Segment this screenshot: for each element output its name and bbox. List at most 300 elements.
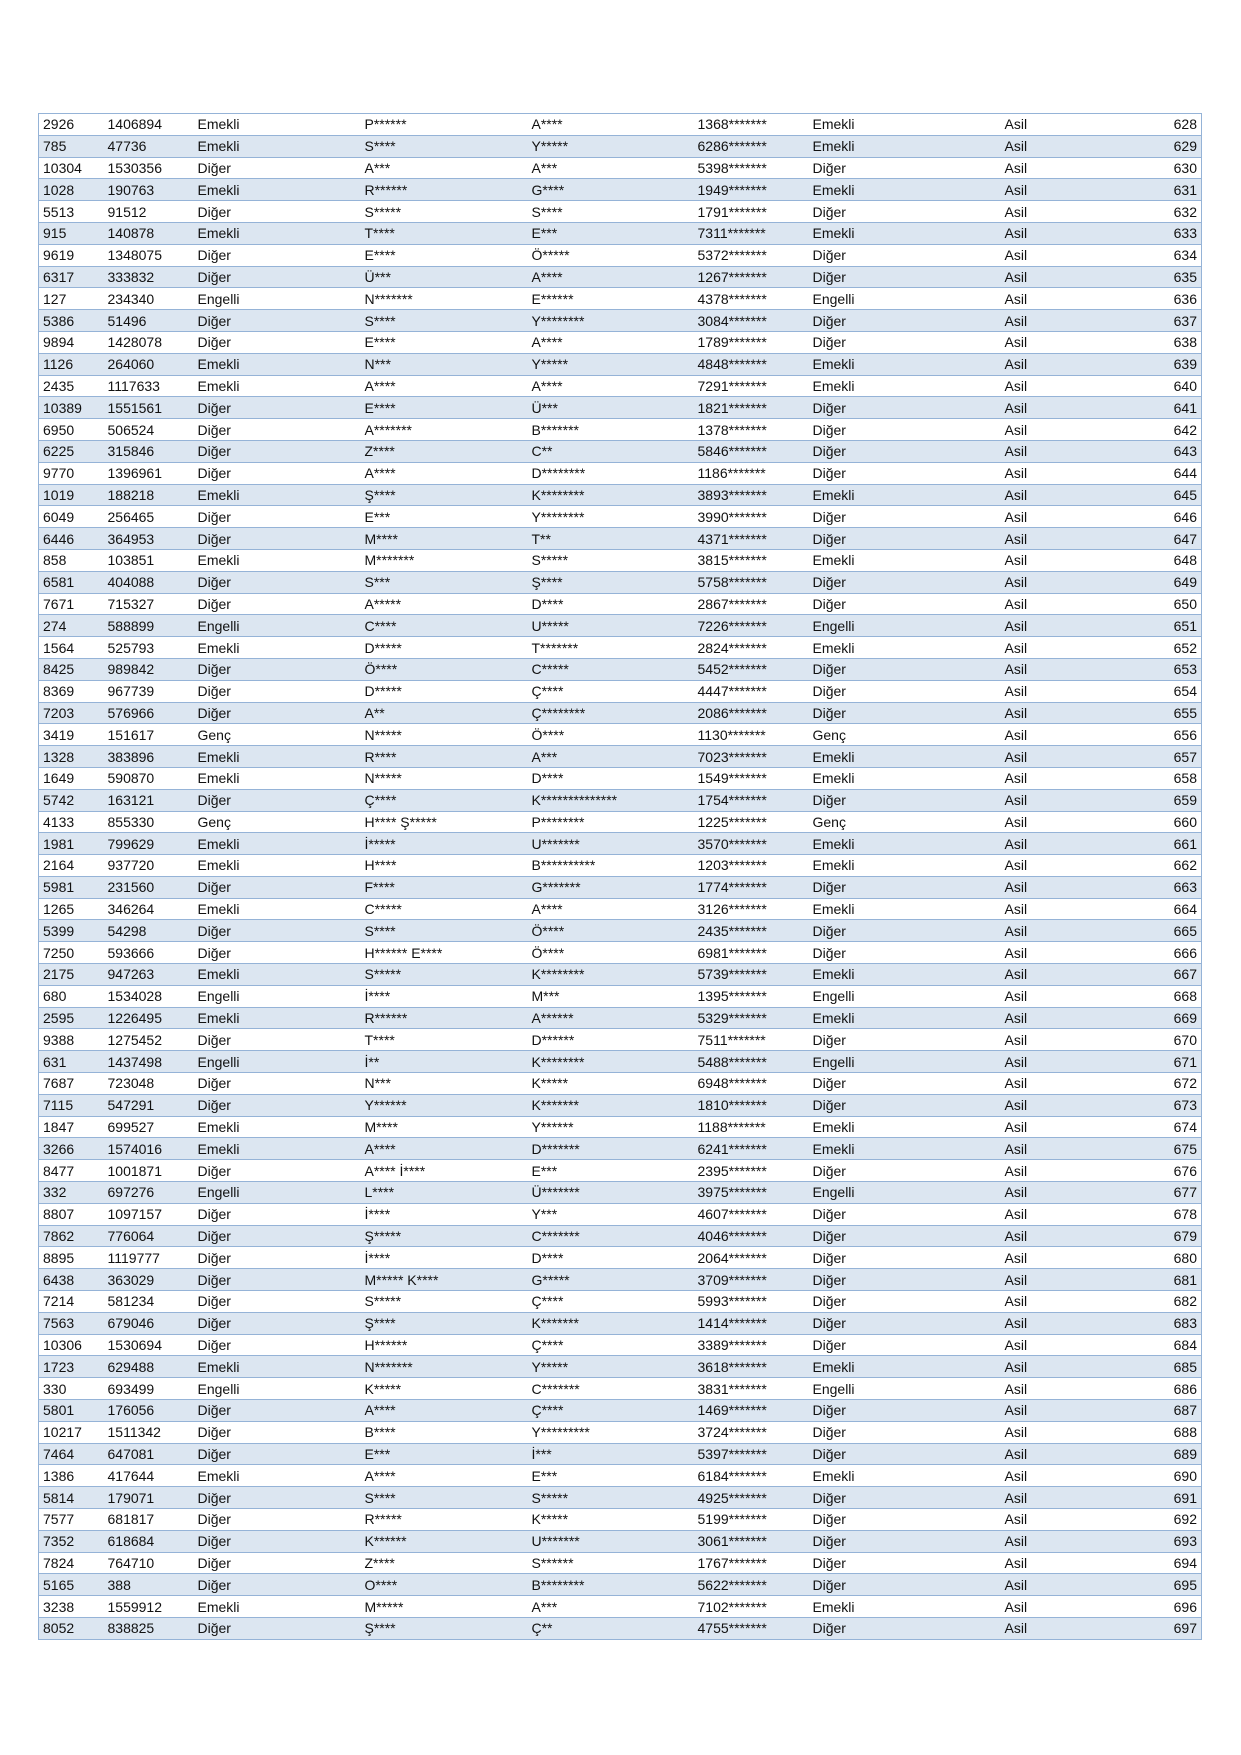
cell-tc: 1203*******: [694, 855, 809, 877]
cell-sira: 1723: [39, 1356, 104, 1378]
cell-sira: 1981: [39, 833, 104, 855]
cell-ad: M*****: [361, 1596, 528, 1618]
cell-ad: A****: [361, 462, 528, 484]
cell-tc: 3570*******: [694, 833, 809, 855]
cell-tc: 1791*******: [694, 201, 809, 223]
cell-basvuru-no: 417644: [104, 1465, 194, 1487]
table-row: [39, 702, 1202, 724]
cell-basvuru-no: 679046: [104, 1312, 194, 1334]
cell-kontenjan: Emekli: [809, 1138, 1001, 1160]
cell-sira: 7563: [39, 1312, 104, 1334]
cell-basvuru-no: 47736: [104, 135, 194, 157]
cell-ad: İ*****: [361, 833, 528, 855]
cell-tc: 7311*******: [694, 222, 809, 244]
cell-sira: 858: [39, 549, 104, 571]
cell-tc: 6948*******: [694, 1073, 809, 1095]
cell-ad: F****: [361, 876, 528, 898]
table-row: [39, 1291, 1202, 1313]
table-row: [39, 985, 1202, 1007]
cell-kategori: Diğer: [194, 658, 361, 680]
cell-kategori: Diğer: [194, 593, 361, 615]
cell-basvuru-no: 681817: [104, 1509, 194, 1531]
cell-kontenjan: Diğer: [809, 920, 1001, 942]
cell-soyad: E***: [528, 1160, 694, 1182]
cell-tc: 1754*******: [694, 789, 809, 811]
cell-basvuru-no: 1117633: [104, 375, 194, 397]
cell-durum: Asil: [1001, 1247, 1101, 1269]
table-row: [39, 964, 1202, 986]
cell-no: 695: [1101, 1574, 1202, 1596]
cell-soyad: K*****: [528, 1509, 694, 1531]
cell-sira: 332: [39, 1182, 104, 1204]
cell-sira: 680: [39, 985, 104, 1007]
cell-soyad: Y***: [528, 1203, 694, 1225]
cell-basvuru-no: 1275452: [104, 1029, 194, 1051]
cell-basvuru-no: 256465: [104, 506, 194, 528]
cell-soyad: D****: [528, 1247, 694, 1269]
cell-kontenjan: Diğer: [809, 1530, 1001, 1552]
cell-kontenjan: Engelli: [809, 288, 1001, 310]
cell-no: 640: [1101, 375, 1202, 397]
cell-no: 680: [1101, 1247, 1202, 1269]
cell-sira: 10217: [39, 1421, 104, 1443]
cell-no: 692: [1101, 1509, 1202, 1531]
cell-durum: Asil: [1001, 1334, 1101, 1356]
table-row: [39, 1421, 1202, 1443]
cell-soyad: C*******: [528, 1225, 694, 1247]
cell-soyad: E***: [528, 222, 694, 244]
cell-kategori: Emekli: [194, 549, 361, 571]
cell-basvuru-no: 54298: [104, 920, 194, 942]
cell-kontenjan: Engelli: [809, 1182, 1001, 1204]
cell-kategori: Emekli: [194, 637, 361, 659]
cell-basvuru-no: 383896: [104, 746, 194, 768]
cell-durum: Asil: [1001, 1182, 1101, 1204]
cell-basvuru-no: 179071: [104, 1487, 194, 1509]
cell-kontenjan: Genç: [809, 724, 1001, 746]
cell-soyad: K*****: [528, 1073, 694, 1095]
table-row: [39, 1116, 1202, 1138]
cell-tc: 4046*******: [694, 1225, 809, 1247]
cell-kategori: Diğer: [194, 1509, 361, 1531]
cell-no: 657: [1101, 746, 1202, 768]
cell-durum: Asil: [1001, 1596, 1101, 1618]
table-row: [39, 528, 1202, 550]
cell-kategori: Diğer: [194, 876, 361, 898]
cell-tc: 1225*******: [694, 811, 809, 833]
cell-sira: 3238: [39, 1596, 104, 1618]
cell-no: 697: [1101, 1617, 1202, 1639]
cell-kontenjan: Emekli: [809, 767, 1001, 789]
cell-basvuru-no: 855330: [104, 811, 194, 833]
cell-durum: Asil: [1001, 1443, 1101, 1465]
cell-tc: 5398*******: [694, 157, 809, 179]
cell-kategori: Diğer: [194, 462, 361, 484]
cell-tc: 5372*******: [694, 244, 809, 266]
cell-kontenjan: Diğer: [809, 702, 1001, 724]
cell-tc: 3893*******: [694, 484, 809, 506]
cell-ad: C****: [361, 615, 528, 637]
cell-sira: 7671: [39, 593, 104, 615]
cell-tc: 5739*******: [694, 964, 809, 986]
cell-ad: İ****: [361, 985, 528, 1007]
cell-no: 630: [1101, 157, 1202, 179]
cell-kontenjan: Diğer: [809, 157, 1001, 179]
cell-durum: Asil: [1001, 942, 1101, 964]
cell-kontenjan: Diğer: [809, 1029, 1001, 1051]
cell-ad: C*****: [361, 898, 528, 920]
cell-ad: D*****: [361, 637, 528, 659]
cell-soyad: A****: [528, 114, 694, 136]
cell-sira: 7862: [39, 1225, 104, 1247]
cell-basvuru-no: 1559912: [104, 1596, 194, 1618]
cell-kontenjan: Diğer: [809, 419, 1001, 441]
cell-ad: R****: [361, 746, 528, 768]
cell-soyad: A****: [528, 331, 694, 353]
cell-soyad: Ç****: [528, 1334, 694, 1356]
cell-soyad: C*******: [528, 1378, 694, 1400]
cell-tc: 2824*******: [694, 637, 809, 659]
cell-basvuru-no: 1348075: [104, 244, 194, 266]
cell-kategori: Emekli: [194, 135, 361, 157]
cell-no: 634: [1101, 244, 1202, 266]
cell-durum: Asil: [1001, 331, 1101, 353]
cell-no: 687: [1101, 1400, 1202, 1422]
cell-no: 666: [1101, 942, 1202, 964]
cell-sira: 631: [39, 1051, 104, 1073]
cell-sira: 7352: [39, 1530, 104, 1552]
cell-kategori: Diğer: [194, 440, 361, 462]
cell-kategori: Genç: [194, 724, 361, 746]
cell-kategori: Diğer: [194, 1160, 361, 1182]
cell-soyad: Ç****: [528, 680, 694, 702]
cell-kategori: Diğer: [194, 310, 361, 332]
cell-sira: 9388: [39, 1029, 104, 1051]
cell-tc: 1186*******: [694, 462, 809, 484]
cell-durum: Asil: [1001, 244, 1101, 266]
cell-ad: K*****: [361, 1378, 528, 1400]
cell-basvuru-no: 1437498: [104, 1051, 194, 1073]
table-row: [39, 789, 1202, 811]
cell-no: 674: [1101, 1116, 1202, 1138]
cell-kontenjan: Diğer: [809, 462, 1001, 484]
cell-sira: 3419: [39, 724, 104, 746]
cell-durum: Asil: [1001, 1051, 1101, 1073]
cell-soyad: A****: [528, 375, 694, 397]
cell-kategori: Diğer: [194, 201, 361, 223]
cell-durum: Asil: [1001, 1400, 1101, 1422]
cell-kategori: Diğer: [194, 1269, 361, 1291]
cell-basvuru-no: 231560: [104, 876, 194, 898]
cell-basvuru-no: 764710: [104, 1552, 194, 1574]
cell-kategori: Emekli: [194, 1596, 361, 1618]
cell-basvuru-no: 363029: [104, 1269, 194, 1291]
cell-kategori: Diğer: [194, 1094, 361, 1116]
cell-basvuru-no: 264060: [104, 353, 194, 375]
table-row: [39, 157, 1202, 179]
cell-kategori: Diğer: [194, 1312, 361, 1334]
cell-ad: A****: [361, 375, 528, 397]
cell-durum: Asil: [1001, 114, 1101, 136]
cell-kategori: Diğer: [194, 266, 361, 288]
cell-sira: 6317: [39, 266, 104, 288]
table-row: [39, 1378, 1202, 1400]
cell-tc: 4371*******: [694, 528, 809, 550]
cell-no: 673: [1101, 1094, 1202, 1116]
cell-ad: N***: [361, 353, 528, 375]
cell-ad: S****: [361, 135, 528, 157]
cell-durum: Asil: [1001, 222, 1101, 244]
cell-ad: E***: [361, 1443, 528, 1465]
cell-kategori: Emekli: [194, 353, 361, 375]
cell-no: 647: [1101, 528, 1202, 550]
cell-basvuru-no: 315846: [104, 440, 194, 462]
cell-tc: 1767*******: [694, 1552, 809, 1574]
cell-durum: Asil: [1001, 1617, 1101, 1639]
cell-ad: A***: [361, 157, 528, 179]
cell-kategori: Diğer: [194, 1400, 361, 1422]
cell-ad: L****: [361, 1182, 528, 1204]
cell-no: 686: [1101, 1378, 1202, 1400]
cell-kategori: Emekli: [194, 179, 361, 201]
cell-durum: Asil: [1001, 397, 1101, 419]
cell-sira: 127: [39, 288, 104, 310]
cell-soyad: D*******: [528, 1138, 694, 1160]
cell-basvuru-no: 1119777: [104, 1247, 194, 1269]
cell-kontenjan: Emekli: [809, 222, 1001, 244]
cell-soyad: A***: [528, 157, 694, 179]
cell-tc: 1949*******: [694, 179, 809, 201]
cell-basvuru-no: 693499: [104, 1378, 194, 1400]
cell-soyad: Y*********: [528, 1421, 694, 1443]
cell-soyad: A****: [528, 898, 694, 920]
table-row: [39, 637, 1202, 659]
cell-kontenjan: Diğer: [809, 1487, 1001, 1509]
cell-tc: 7291*******: [694, 375, 809, 397]
cell-kontenjan: Diğer: [809, 1312, 1001, 1334]
table-row: [39, 1356, 1202, 1378]
cell-basvuru-no: 140878: [104, 222, 194, 244]
cell-basvuru-no: 525793: [104, 637, 194, 659]
cell-soyad: D****: [528, 593, 694, 615]
cell-soyad: B**********: [528, 855, 694, 877]
cell-basvuru-no: 776064: [104, 1225, 194, 1247]
cell-ad: E****: [361, 397, 528, 419]
cell-kontenjan: Diğer: [809, 440, 1001, 462]
cell-kategori: Engelli: [194, 1051, 361, 1073]
table-row: [39, 615, 1202, 637]
cell-no: 696: [1101, 1596, 1202, 1618]
cell-kontenjan: Diğer: [809, 571, 1001, 593]
cell-sira: 5814: [39, 1487, 104, 1509]
cell-no: 683: [1101, 1312, 1202, 1334]
cell-kontenjan: Emekli: [809, 549, 1001, 571]
cell-soyad: P********: [528, 811, 694, 833]
table-row: [39, 724, 1202, 746]
cell-kategori: Engelli: [194, 615, 361, 637]
cell-no: 638: [1101, 331, 1202, 353]
cell-kategori: Genç: [194, 811, 361, 833]
cell-durum: Asil: [1001, 266, 1101, 288]
cell-basvuru-no: 799629: [104, 833, 194, 855]
cell-no: 694: [1101, 1552, 1202, 1574]
cell-sira: 6438: [39, 1269, 104, 1291]
cell-sira: 7577: [39, 1509, 104, 1531]
cell-soyad: K*******: [528, 1094, 694, 1116]
cell-kategori: Diğer: [194, 1487, 361, 1509]
cell-durum: Asil: [1001, 637, 1101, 659]
table-row: [39, 1400, 1202, 1422]
cell-ad: S*****: [361, 964, 528, 986]
cell-ad: A*****: [361, 593, 528, 615]
cell-durum: Asil: [1001, 179, 1101, 201]
table-row: [39, 1138, 1202, 1160]
cell-no: 631: [1101, 179, 1202, 201]
cell-no: 637: [1101, 310, 1202, 332]
cell-durum: Asil: [1001, 1225, 1101, 1247]
table-row: [39, 222, 1202, 244]
cell-no: 662: [1101, 855, 1202, 877]
cell-basvuru-no: 618684: [104, 1530, 194, 1552]
cell-ad: B****: [361, 1421, 528, 1443]
cell-no: 675: [1101, 1138, 1202, 1160]
cell-durum: Asil: [1001, 1116, 1101, 1138]
table-row: [39, 440, 1202, 462]
cell-ad: M****: [361, 1116, 528, 1138]
cell-basvuru-no: 364953: [104, 528, 194, 550]
cell-ad: K******: [361, 1530, 528, 1552]
cell-soyad: Ç********: [528, 702, 694, 724]
cell-kontenjan: Diğer: [809, 1225, 1001, 1247]
cell-tc: 4848*******: [694, 353, 809, 375]
table-row: [39, 680, 1202, 702]
cell-sira: 8052: [39, 1617, 104, 1639]
table-row: [39, 288, 1202, 310]
cell-durum: Asil: [1001, 1291, 1101, 1313]
cell-kontenjan: Emekli: [809, 375, 1001, 397]
table-row: [39, 1552, 1202, 1574]
cell-ad: E****: [361, 331, 528, 353]
cell-basvuru-no: 1534028: [104, 985, 194, 1007]
cell-sira: 6581: [39, 571, 104, 593]
table-row: [39, 1094, 1202, 1116]
cell-soyad: Ç**: [528, 1617, 694, 1639]
cell-basvuru-no: 506524: [104, 419, 194, 441]
cell-ad: M***** K****: [361, 1269, 528, 1291]
cell-durum: Asil: [1001, 419, 1101, 441]
table-row: [39, 571, 1202, 593]
cell-kontenjan: Genç: [809, 811, 1001, 833]
cell-sira: 785: [39, 135, 104, 157]
cell-tc: 2064*******: [694, 1247, 809, 1269]
cell-kategori: Emekli: [194, 767, 361, 789]
cell-durum: Asil: [1001, 985, 1101, 1007]
cell-durum: Asil: [1001, 1138, 1101, 1160]
cell-soyad: K*******: [528, 1312, 694, 1334]
cell-soyad: B********: [528, 1574, 694, 1596]
cell-durum: Asil: [1001, 789, 1101, 811]
cell-kategori: Diğer: [194, 942, 361, 964]
cell-kategori: Emekli: [194, 833, 361, 855]
cell-basvuru-no: 593666: [104, 942, 194, 964]
table-row: [39, 1247, 1202, 1269]
table-row: [39, 506, 1202, 528]
cell-kategori: Emekli: [194, 1465, 361, 1487]
cell-ad: T****: [361, 222, 528, 244]
cell-kategori: Engelli: [194, 1182, 361, 1204]
cell-kontenjan: Diğer: [809, 1334, 1001, 1356]
table-row: [39, 1509, 1202, 1531]
cell-sira: 7214: [39, 1291, 104, 1313]
cell-tc: 4447*******: [694, 680, 809, 702]
cell-tc: 7511*******: [694, 1029, 809, 1051]
cell-soyad: E***: [528, 1465, 694, 1487]
table-body: [39, 114, 1202, 1640]
cell-basvuru-no: 333832: [104, 266, 194, 288]
cell-no: 633: [1101, 222, 1202, 244]
cell-tc: 5397*******: [694, 1443, 809, 1465]
cell-kategori: Engelli: [194, 288, 361, 310]
cell-kontenjan: Diğer: [809, 201, 1001, 223]
table-row: [39, 942, 1202, 964]
cell-no: 672: [1101, 1073, 1202, 1095]
cell-ad: N*****: [361, 724, 528, 746]
cell-sira: 5386: [39, 310, 104, 332]
cell-durum: Asil: [1001, 1465, 1101, 1487]
cell-basvuru-no: 176056: [104, 1400, 194, 1422]
cell-kontenjan: Emekli: [809, 1356, 1001, 1378]
cell-sira: 1328: [39, 746, 104, 768]
cell-sira: 8895: [39, 1247, 104, 1269]
cell-basvuru-no: 937720: [104, 855, 194, 877]
cell-durum: Asil: [1001, 201, 1101, 223]
table-row: [39, 1269, 1202, 1291]
table-row: [39, 1073, 1202, 1095]
cell-sira: 3266: [39, 1138, 104, 1160]
cell-basvuru-no: 1001871: [104, 1160, 194, 1182]
cell-tc: 1549*******: [694, 767, 809, 789]
cell-tc: 6184*******: [694, 1465, 809, 1487]
cell-sira: 5801: [39, 1400, 104, 1422]
cell-kategori: Diğer: [194, 1421, 361, 1443]
cell-ad: Ş*****: [361, 1225, 528, 1247]
cell-no: 689: [1101, 1443, 1202, 1465]
cell-soyad: Y*****: [528, 135, 694, 157]
cell-soyad: Y*****: [528, 1356, 694, 1378]
cell-durum: Asil: [1001, 898, 1101, 920]
cell-sira: 10306: [39, 1334, 104, 1356]
cell-soyad: Ç****: [528, 1400, 694, 1422]
cell-basvuru-no: 346264: [104, 898, 194, 920]
cell-basvuru-no: 1097157: [104, 1203, 194, 1225]
cell-durum: Asil: [1001, 1312, 1101, 1334]
cell-kategori: Diğer: [194, 1225, 361, 1247]
cell-kategori: Diğer: [194, 789, 361, 811]
table-row: [39, 549, 1202, 571]
cell-soyad: C**: [528, 440, 694, 462]
cell-sira: 8807: [39, 1203, 104, 1225]
cell-kontenjan: Emekli: [809, 353, 1001, 375]
cell-basvuru-no: 1530694: [104, 1334, 194, 1356]
cell-kontenjan: Diğer: [809, 876, 1001, 898]
cell-kategori: Emekli: [194, 114, 361, 136]
table-row: [39, 331, 1202, 353]
cell-durum: Asil: [1001, 1378, 1101, 1400]
cell-sira: 8369: [39, 680, 104, 702]
table-row: [39, 1225, 1202, 1247]
cell-ad: A**** İ****: [361, 1160, 528, 1182]
cell-kategori: Diğer: [194, 1443, 361, 1465]
